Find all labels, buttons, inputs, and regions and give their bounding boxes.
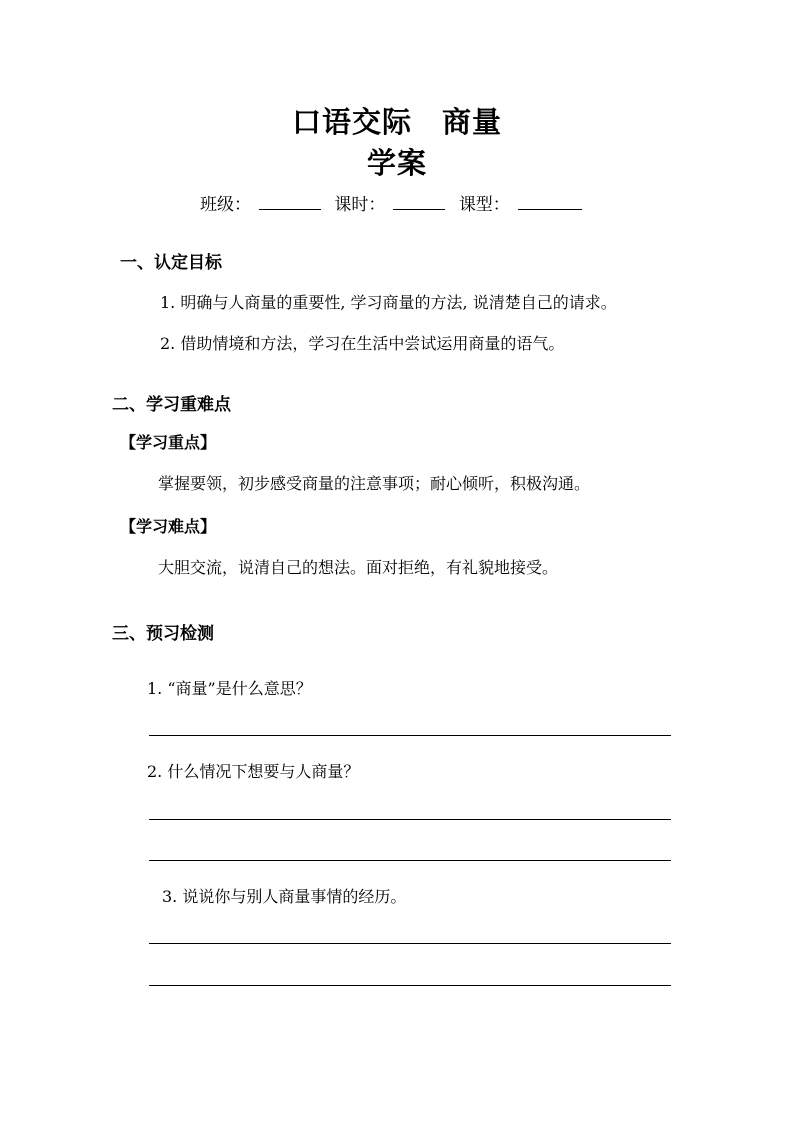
answer-line[interactable] xyxy=(149,819,671,820)
type-label: 课型： xyxy=(458,195,510,215)
answer-line[interactable] xyxy=(149,735,671,736)
answer-line[interactable] xyxy=(149,943,671,944)
page-title: 口语交际 商量 xyxy=(291,105,502,139)
type-blank[interactable] xyxy=(518,193,582,210)
answer-line[interactable] xyxy=(149,985,671,986)
page-subtitle: 学案 xyxy=(366,146,427,180)
class-blank[interactable] xyxy=(259,193,321,210)
question-1: 1. “商量”是什么意思？ xyxy=(147,679,312,698)
difficulty-text: 大胆交流，说清自己的想法。面对拒绝，有礼貌地接受。 xyxy=(158,558,559,577)
section-3-heading: 三、预习检测 xyxy=(112,624,214,644)
info-row xyxy=(200,190,590,215)
objective-item-1: 1. 明确与人商量的重要性, 学习商量的方法, 说清楚自己的请求。 xyxy=(160,293,617,312)
section-2-heading: 二、学习重难点 xyxy=(112,395,231,415)
period-blank[interactable] xyxy=(393,193,445,210)
period-label: 课时： xyxy=(334,195,386,215)
focus-label: 【学习重点】 xyxy=(120,433,217,452)
section-1-heading: 一、认定目标 xyxy=(120,253,222,273)
class-label: 班级： xyxy=(200,195,251,215)
answer-line[interactable] xyxy=(149,860,671,861)
difficulty-label: 【学习难点】 xyxy=(120,517,217,536)
question-2: 2. 什么情况下想要与人商量？ xyxy=(147,762,360,781)
objective-item-2: 2. 借助情境和方法，学习在生活中尝试运用商量的语气。 xyxy=(160,334,565,353)
question-3: 3. 说说你与别人商量事情的经历。 xyxy=(162,887,407,906)
focus-text: 掌握要领，初步感受商量的注意事项；耐心倾听，积极沟通。 xyxy=(158,474,591,493)
